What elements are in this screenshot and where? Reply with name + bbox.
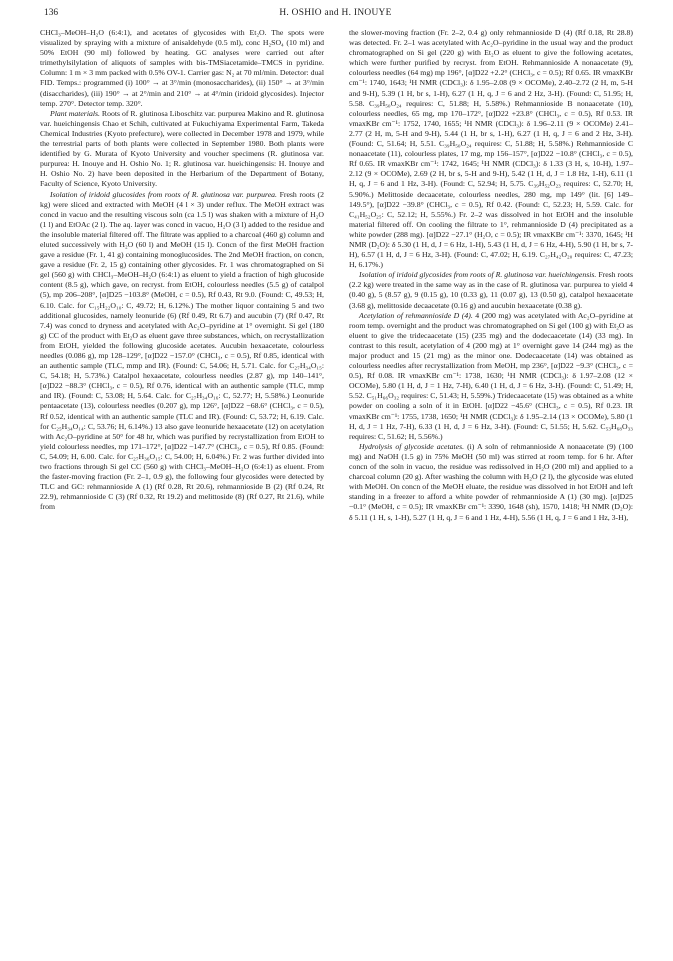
isolation-hueichingensis-paragraph	[349, 270, 633, 310]
gc-methods-paragraph: CHCl₃–MeOH–H₂O (6:4:1), and acetates of glycosides with Et₂O. The spots were visualized by spraying with a mixture of anisaldehyde (0.5 ml), conc H₂SO₄ (10 ml) and 50% EtOH (90 ml) followed by heating. GC analyses were carried out after trimethylsilylation of aliquots of samples with bis-TMSiacetamide–TMCS in pyridine. Column: 1 m × 3 mm packed with 0.5% OV-1. Carrier gas: N₂ at 70 ml/min. Detector: dual FID. Temps.: programmed (i) 100° → at 3°/min (monosaccharides), (ii) 150° → at 3°/min (disaccharides), (iii) 190° → at 2°/min and 210° → at 4°/min (iridoid glycosides). Injector temp. 270°. Detector temp. 320°.	[40, 28, 324, 108]
acetates-paragraph: the slower-moving fraction (Fr. 2–2, 0.4 g) only rehmannioside D (4) (Rf 0.18, Rt 28.8) was detected. Fr. 2–1 was acetylated with Ac₂O–pyridine in the usual way and the product chromatographed on Si gel (220 g) with Et₂O as eluent to give the following acetates, which were further purified by recryst. from EtOH. Rehmannioside A nonaacetate (9), colourless needles (64 mg) mp 196°, [α]D22 +2.2° (CHCl₃, c = 0.5); Rf 0.65. IR νmaxKBr cm⁻¹: 1740, 1643; ¹H NMR (CDCl₃): δ 1.95–2.08 (9 × OCOMe), 2.40–2.72 (2 H, m, 5-H and 9-H), 5.39 (1 H, br s, 1-H), 6.27 (1 H, q, J = 6 and 2 Hz, 3-H). (Found: C, 51.95; H, 5.58. C₃₉H₅₀O₂₄ requires: C, 51.88; H, 5.58%.) Rehmannioside B nonaacetate (10), colourless needles, 65 mg, mp 170–172°, [α]D22 +23.8° (CHCl₃, c = 0.5), Rf 0.53. IR νmaxKBr cm⁻¹: 1752, 1740, 1655; ¹H NMR (CDCl₃): δ 1.96–2.11 (9 × OCOMe) 2.41–2.77 (2 H, m, 5-H and 9-H), 5.44 (1 H, br s, 1-H), 6.27 (1 H, q, J = 6 and 2 Hz, 3-H). (Found: C, 51.64; H, 5.51. C₃₉H₅₀O₂₄ requires: C, 51.88; H, 5.58%.) Rehmannioside C nonaacetate (11), colourless plates, 17 mg, mp 156–157°, [α]D22 −10.8° (CHCl₃, c = 0.5), Rf 0.65. IR νmaxKBr cm⁻¹: 1742, 1645; ¹H NMR (CDCl₃): δ 1.33 (3 H, s, 10-H), 1.97–2.12 (9 × OCOMe), 2.69 (2 H, br s, 5-H and 9-H), 5.42 (1 H, d, J = 1.8 Hz, 1-H), 6.11 (1 H, q, J = 6 and 1 Hz, 3-H). (Found: C, 52.94; H, 5.75. C₃₉H₅₂O₂₃ requires: C, 52.70; H, 5.90%.) Melittoside decaacetate, colourless needles, 280 mg, mp 149° (lit. [6] 149–149.5°), [α]D22 −39.8° (CHCl₃, c = 0.5), Rf 0.42. (Found: C, 52.23; H, 5.59. Calc. for C₄₁H₅₂O₂₅: C, 52.12; H, 5.55%.) Fr. 2–2 was dissolved in hot EtOH and the insoluble material filtered off. On cooling the filtrate to 1°, rehmannioside D (4) precipitated as a white powder (288 mg). [α]D22 −27.1° (H₂O, c = 0.5); IR νmaxKBr cm⁻¹: 3370, 1645; ¹H NMR (D₂O): δ 5.30 (1 H, d, J = 6 Hz, 1-H), 5.43 (1 H, d, J = 6 Hz, 4-H), 5.90 (1 H, br s, 7-H), 6.57 (1 H, d, J = 6 Hz, 3-H). (Found: C, 47.02; H, 6.19. C₂₇H₄₂O₂₀ requires: C, 47.23; H, 6.17%.)	[349, 28, 633, 270]
isolation-purpurea-paragraph	[40, 190, 324, 513]
acetylation-paragraph	[349, 311, 633, 442]
isolation-hueichingensis-text: Fresh roots (2.2 kg) were treated in the same way as in the case of R. glutinosa var. purpurea to yield 4 (0.40 g), 5 (8.57 g), 9 (0.15 g), 10 (0.33 g), 11 (0.07 g), 13 (0.50 g), catalpol hexaacetate (3.68 g), melittoside decaacetate (0.16 g) and aucubin hexaacetate (0.38 g).	[349, 270, 633, 310]
hydrolysis-text: (i) A soln of rehmannioside A nonaacetate (9) (100 mg) and NaOH (1.5 g) in 75% MeOH (50 ml) was stirred at room temp. for 6 hr. After concn of the soln in vacuo, the residue was redissolved in H₂O (200 ml) and applied to a charcoal column (20 g). After washing the column with H₂O (2 l), the glycoside was eluted with MeOH. On concn of the MeOH eluate, the residue was dissolved in hot EtOH and left standing in a freezer to afford a white powder of rehmannioside A (1) (30 mg). [α]D25 −0.1° (MeOH, c = 0.5); IR νmaxKBr cm⁻¹: 3390, 1648 (sh), 1570, 1418; ¹H NMR (D₂O): δ 5.11 (1 H, s, 1-H), 5.27 (1 H, q, J = 6 and 1 Hz, 4-H), 5.56 (1 H, q, J = 6 and 1 Hz, 3-H),	[349, 441, 633, 522]
acetylation-heading: Acetylation of rehmannioside D (4).	[359, 310, 473, 320]
running-title: H. OSHIO and H. INOUYE	[279, 8, 392, 18]
plant-materials-paragraph	[40, 109, 324, 190]
page-number: 136	[44, 8, 59, 18]
hydrolysis-paragraph	[349, 442, 633, 523]
isolation-purpurea-heading: Isolation of iridoid glucosides from roots of R. glutinosa var. purpurea.	[50, 189, 277, 199]
isolation-hueichingensis-heading: Isolation of iridoid glycosides from roots of R. glutinosa var. hueichingensis.	[359, 270, 597, 280]
plant-materials-text: Roots of R. glutinosa Liboschitz var. purpurea Makino and R. glutinosa var. hueichingensis Chao et Schih, cultivated at Fukuchiyama Experimental Farm, Takeda Chemical Industries (Kyoto prefecture), were collected in December 1978 and 1979, while the terrestrial parts of both plants were collected in September 1980. Both plants were identified by G. Murata of Kyoto University and voucher specimens (R. glutinosa var. purpurea: H. Inouye and H. Oshio No. 1; R. glutinosa var. hueichingensis: H. Inouye and H. Oshio No. 2) have been deposited in the Herbarium of the Department of Botany, Faculty of Science, Kyoto University.	[40, 108, 324, 189]
isolation-purpurea-text: Fresh roots (2 kg) were sliced and extracted with MeOH (4 l × 3) under reflux. The MeOH extract was concd in vacuo and the resulting viscous soln (ca 1.5 l) was shaken with a mixture of H₂O (1 l) and EtOAc (2 l). The aq. layer was concd in vacuo, H₂O (3 l) added to the residue and the insoluble material filtered off. The filtrate was applied to a charcoal (460 g) column and eluted successively with H₂O (60 l) and MeOH (15 l). Concn of the first MeOH fraction gave a residue (Fr. 1, 41 g) containing monoglucosides. The 2nd MeOH fraction, on concn, gave a residue (Fr. 2, 15 g) containing other glycosides. Fr. 1 was chromatographed on Si gel (560 g) with CHCl₃–MeOH–H₂O (6:4:1) as eluent to yield a fraction of high glucoside content (8.5 g), which gave, on recryst. from EtOH, colourless needles (5.5 g) of catalpol (5), mp 206–208°, [α]D25 −103.8° (MeOH, c = 0.5), Rf 0.43, Rt 9.0. (Found: C, 49.53; H, 6.10. Calc. for C₁₅H₂₂O₁₀: C, 49.72; H, 6.12%.) The mother liquor containing 5 and two additional glucosides, namely leonuride (6) (Rf 0.49, Rt 6.7) and aucubin (7) (Rf 0.47, Rt 7.4) was concd to dryness and acetylated with Ac₂O–pyridine at 1° overnight. Si gel (180 g) CC of the product with Et₂O as eluent gave three substances, which, on recrystallization from EtOH, yielded the following glucoside acetates. Aucubin hexaacetate, colourless needles (0.086 g), mp 128–129°, [α]D22 −157.0° (CHCl₃, c = 0.5), Rf 0.85, identical with an authentic sample (TLC, mmp and IR). (Found: C, 54.06; H, 5.71. Calc. for C₂₇H₃₄O₁₅: C, 54.18; H, 5.73%.) Catalpol hexaacetate, colourless needles (2.87 g), mp 140–141°, [α]D22 −88.3° (CHCl₃, c = 0.5), Rf 0.76, identical with an authentic sample (TLC, mmp and IR). (Found: C, 53.08; H, 5.64. Calc. for C₂₇H₃₄O₁₆: C, 52.77; H, 5.58%.) Leonuride pentaacetate (13), colourless needles (0.207 g), mp 126°, [α]D22 −68.6° (CHCl₃, c = 0.5), Rf 0.52, identical with an authentic sample (TLC and IR). (Found: C, 53.72; H, 6.19. Calc. for C₂₅H₃₄O₁₄: C, 53.76; H, 6.14%.) 13 also gave leonuride hexaacetate (12) on acetylation with Ac₂O–pyridine at 50° for 48 hr, which was purified by recrystallization from EtOH to yield colourless needles, mp 171–172°, [α]D22 −147.7° (CHCl₃, c = 0.5), Rf 0.85. (Found: C, 54.09; H, 6.00. Calc. for C₂₇H₃₆O₁₅: C, 54.00; H, 6.04%.) Fr. 2 was further divided into two fractions through Si gel CC (560 g) with CHCl₃–MeOH–H₂O (6:4:1) as eluent. From the faster-moving fraction (Fr. 2–1, 0.9 g), the following four glycosides were detected by TLC and GC: rehmannioside A (1) (Rf 0.28, Rt 20.6), rehmannioside B (2) (Rf 0.24, Rt 22.9), rehmannioside C (3) (Rf 0.32, Rt 19.2) and melittoside (8) (Rf 0.27, Rt 21.6), while from	[40, 189, 324, 512]
left-column	[40, 28, 324, 513]
right-column	[349, 28, 633, 523]
page-header	[44, 6, 627, 20]
acetylation-text: 4 (200 mg) was acetylated with Ac₂O–pyridine at room temp. overnight and the product was chromatographed on Si gel (100 g) with Et₂O as eluent to give the tridecaacetate (15) (235 mg) and the dodecaacetate (14) (33 mg). In contrast to this result, acetylation of 4 (200 mg) at 1° overnight gave 14 (244 mg) as the major product and 15 (21 mg) as the minor one. Dodecaacetate (14) was obtained as colourless needles after recrystallization from MeOH, mp 236°, [α]D22 −9.3° (CHCl₃, c = 0.5), Rf 0.08. IR νmaxKBr cm⁻¹: 1738, 1630; ¹H NMR (CDCl₃): δ 1.97–2.08 (12 × OCOMe), 5.80 (1 H, d, J = 1 Hz, 7-H), 6.40 (1 H, d, J = 6 Hz, 3-H). (Found: C, 51.49; H, 5.52. C₅₁H₆₆O₃₂ requires: C, 51.43; H, 5.59%.) Tridecaacetate (15) was obtained as a white powder on cooling a soln of it in EtOH. [α]D22 −45.6° (CHCl₃, c = 0.5), Rf 0.23. IR νmaxKBr cm⁻¹: 1755, 1738, 1650; ¹H NMR (CDCl₃): δ 1.95–2.14 (13 × OCOMe), 5.80 (1 H, d, J = 1 Hz, 7-H), 6.33 (1 H, d, J = 6 Hz, 3-H). (Found: C, 51.55; H, 5.62. C₅₃H₆₈O₃₃ requires: C, 51.62; H, 5.56%.)	[349, 310, 633, 441]
hydrolysis-heading: Hydrolysis of glycoside acetates.	[359, 441, 465, 451]
plant-materials-heading: Plant materials.	[50, 108, 100, 118]
